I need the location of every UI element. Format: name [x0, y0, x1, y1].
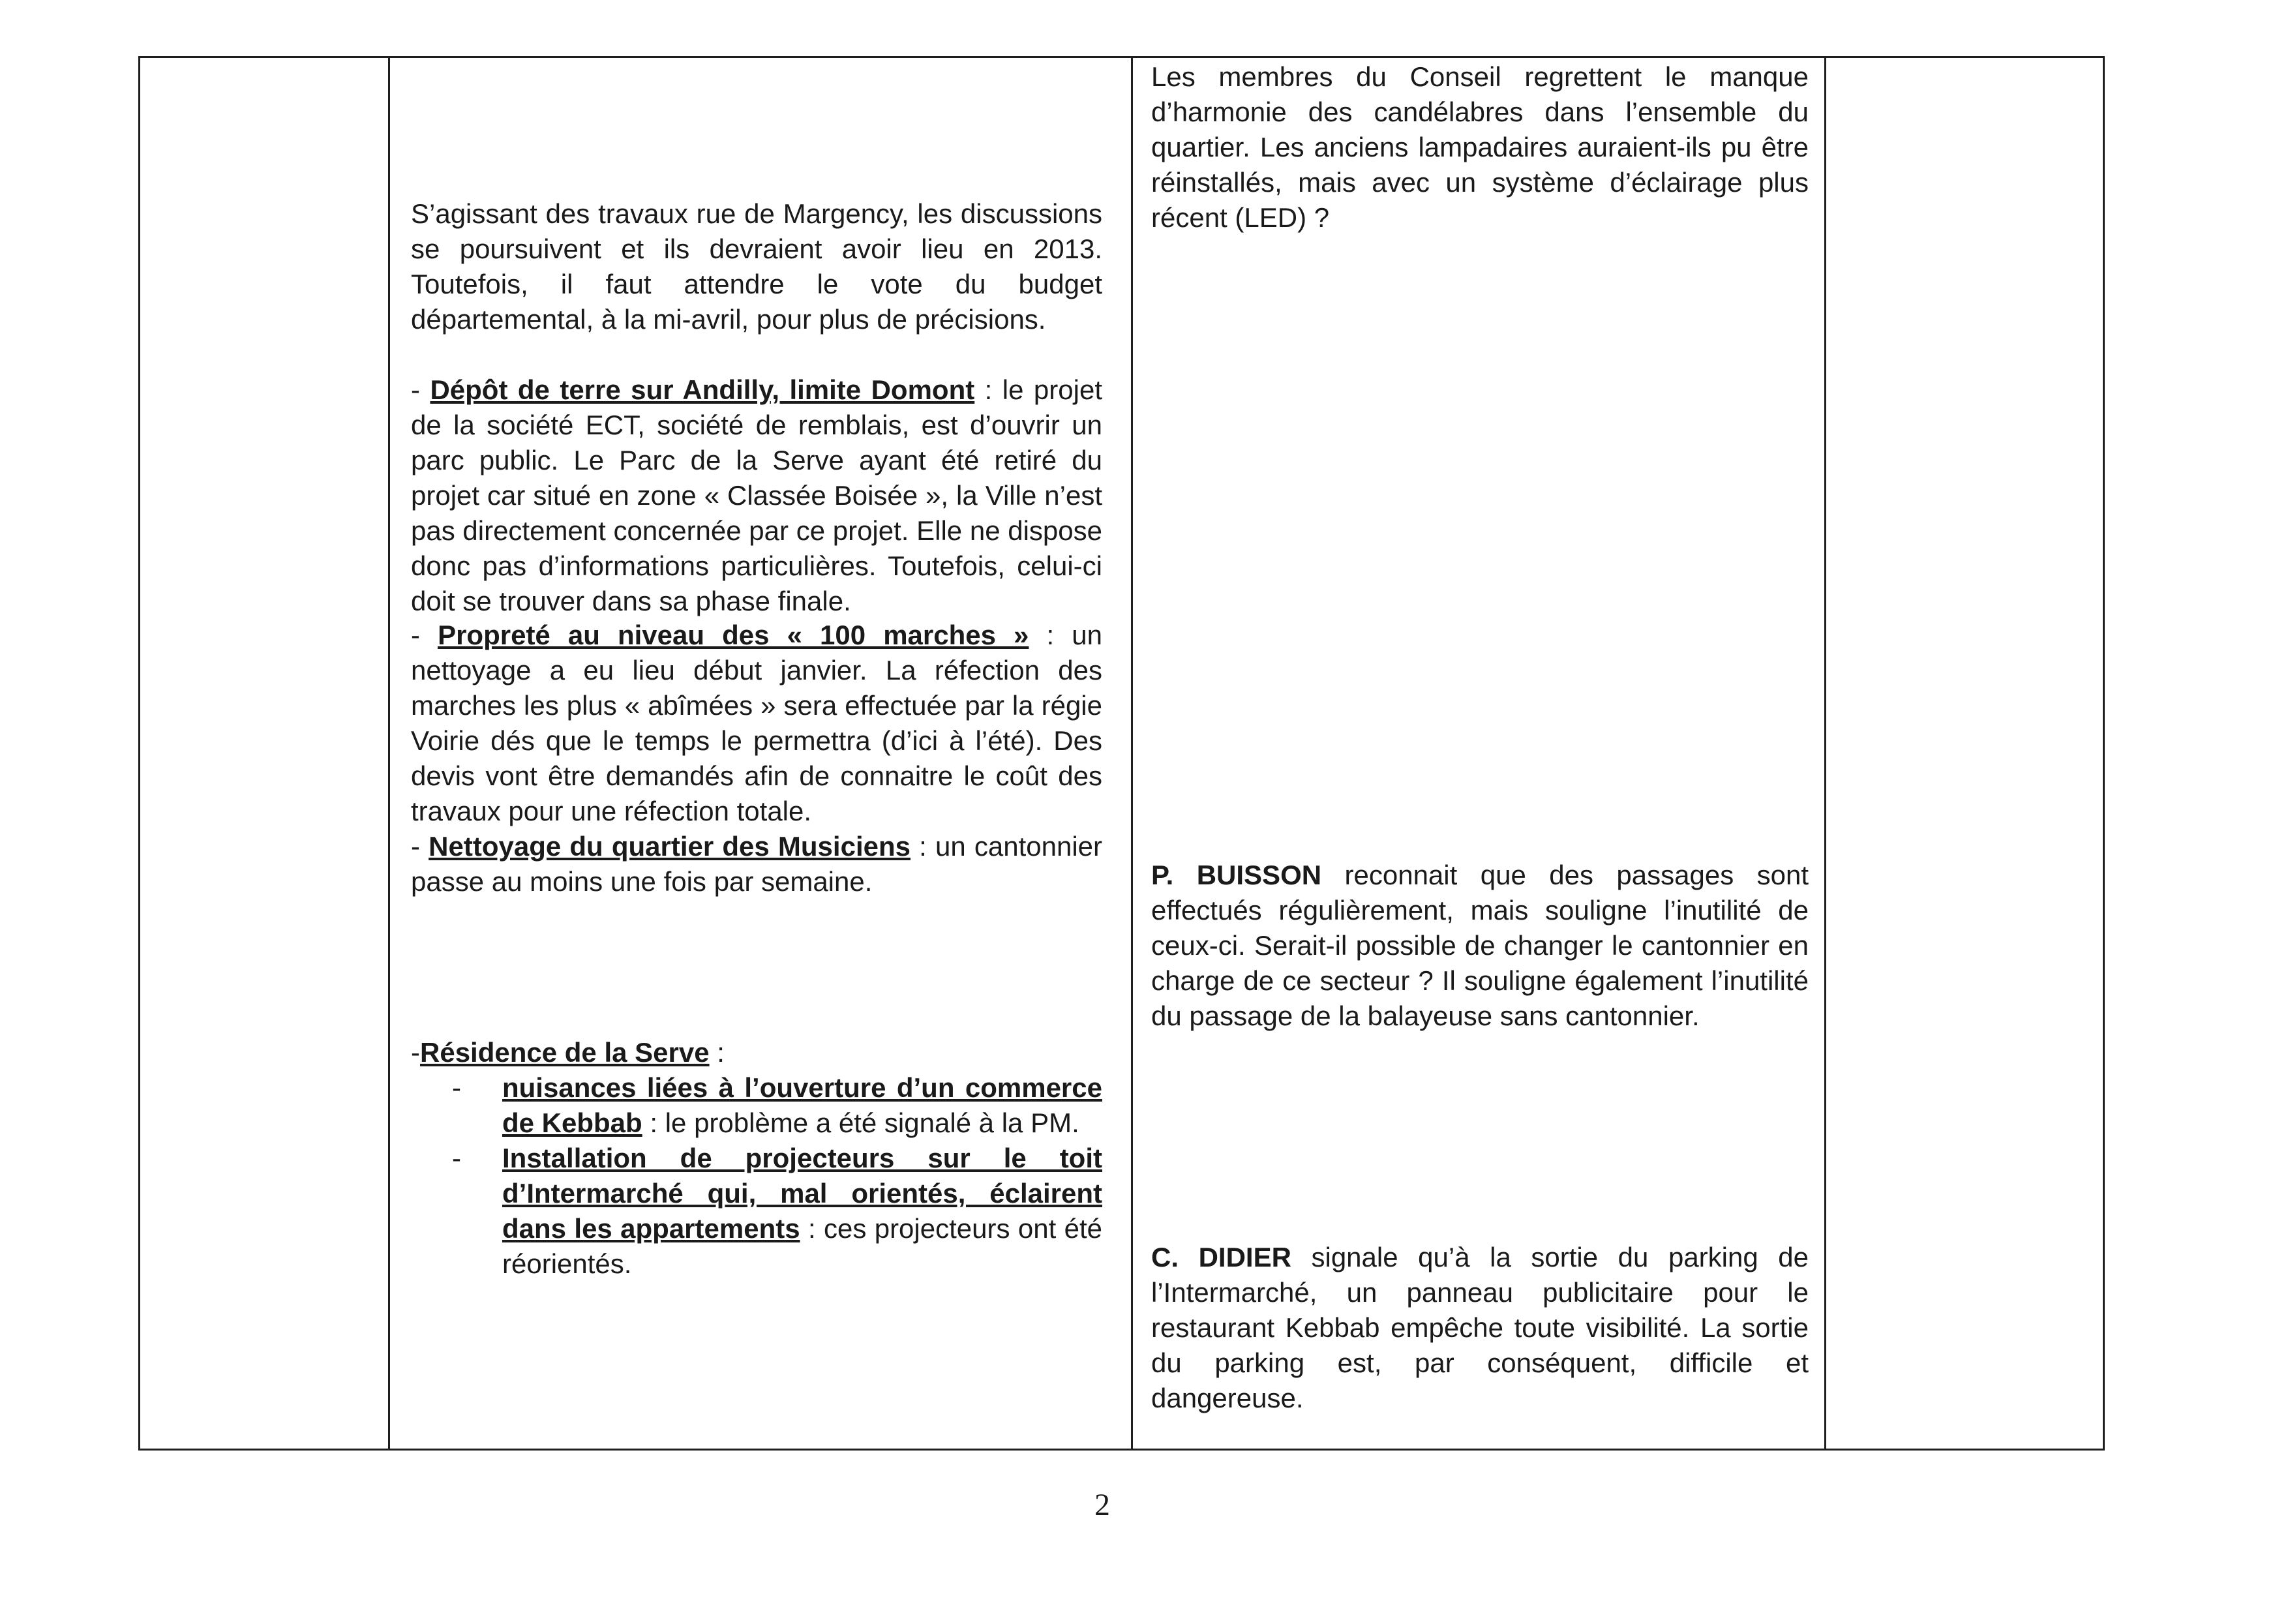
- list-dash: -: [452, 1143, 461, 1173]
- didier-paragraph: [1151, 1240, 1809, 1416]
- column-1-cell: [140, 57, 389, 1450]
- residence-heading: [411, 1035, 1102, 1070]
- margency-paragraph: [411, 196, 1102, 337]
- residence-dash: -: [411, 1037, 420, 1068]
- buisson-text: reconnait que des passages sont effectués régulièrement, mais souligne l’inutilité de ceux-ci. Serait-il possible de changer le cantonnier en charge de ce secteur ? Il souligne également l’inutilité du passage de la balayeuse sans cantonnier.: [1151, 860, 1809, 1031]
- column-2-cell: [389, 57, 1132, 1450]
- table-row: [140, 57, 2104, 1450]
- didier-name: C. DIDIER: [1151, 1242, 1291, 1272]
- column-4-cell: [1826, 57, 2104, 1450]
- list-dash: -: [452, 1072, 461, 1103]
- nettoyage-text: : un cantonnier passe au moins une fois par semaine.: [411, 831, 1102, 897]
- list-item-title: nuisances liées à l’ouverture d’un commerce de Kebbab: [502, 1072, 1102, 1138]
- buisson-name: P. BUISSON: [1151, 860, 1322, 890]
- minutes-table: [138, 56, 2105, 1451]
- list-item-title: Installation de projecteurs sur le toit d’Intermarché qui, mal orientés, éclairent dans les appartements: [502, 1143, 1102, 1244]
- list-item-body: : le problème a été signalé à la PM.: [642, 1107, 1079, 1138]
- buisson-paragraph: [1151, 858, 1809, 1034]
- residence-colon: :: [709, 1037, 725, 1068]
- column-3-cell: [1132, 57, 1826, 1450]
- proprete-text: : un nettoyage a eu lieu début janvier. La réfection des marches les plus « abîmées » sera effectuée par la régie Voirie dés que le temps le permettra (d’ici à l’été). Des devis vont être demandés afin de connaitre le coût des travaux pour une réfection totale.: [411, 620, 1102, 826]
- residence-section: [411, 1035, 1102, 1282]
- conseil-text: Les membres du Conseil regrettent le manque d’harmonie des candélabres dans l’ensemble du quartier. Les anciens lampadaires auraient-ils pu être réinstallés, mais avec un système d’éclairage plus récent (LED) ?: [1151, 61, 1809, 233]
- depot-text: : le projet de la société ECT, société de remblais, est d’ouvrir un parc public. Le Parc de la Serve ayant été retiré du projet car situé en zone « Classée Boisée », la Ville n’est pas directement concernée par ce projet. Elle ne dispose donc pas d’informations particulières. Toutefois, celui-ci doit se trouver dans sa phase finale.: [411, 374, 1102, 616]
- margency-text: S’agissant des travaux rue de Margency, les discussions se poursuivent et ils devraient avoir lieu en 2013. Toutefois, il faut attendre le vote du budget départemental, à la mi-avril, pour plus de précisions.: [411, 198, 1102, 335]
- list-item-text: [502, 1070, 1102, 1141]
- proprete-title: Propreté au niveau des « 100 marches »: [438, 620, 1029, 650]
- proprete-dash: -: [411, 620, 438, 650]
- nettoyage-dash: -: [411, 831, 429, 862]
- list-item: [411, 1070, 1102, 1141]
- list-item-body: : ces projecteurs ont été réorientés.: [502, 1213, 1102, 1279]
- nettoyage-title: Nettoyage du quartier des Musiciens: [429, 831, 911, 862]
- didier-text: signale qu’à la sortie du parking de l’Intermarché, un panneau publicitaire pour le restaurant Kebbab empêche toute visibilité. La sortie du parking est, par conséquent, difficile et dangereuse.: [1151, 1242, 1809, 1413]
- depot-title: Dépôt de terre sur Andilly, limite Domont: [430, 374, 975, 405]
- list-item-text: [502, 1141, 1102, 1282]
- depot-dash: -: [411, 374, 430, 405]
- residence-title: Résidence de la Serve: [420, 1037, 710, 1068]
- conseil-paragraph: [1151, 59, 1809, 235]
- nettoyage-paragraph: [411, 829, 1102, 899]
- list-item: [411, 1141, 1102, 1282]
- proprete-paragraph: [411, 618, 1102, 829]
- page-number: 2: [1094, 1488, 1110, 1522]
- depot-paragraph: [411, 372, 1102, 619]
